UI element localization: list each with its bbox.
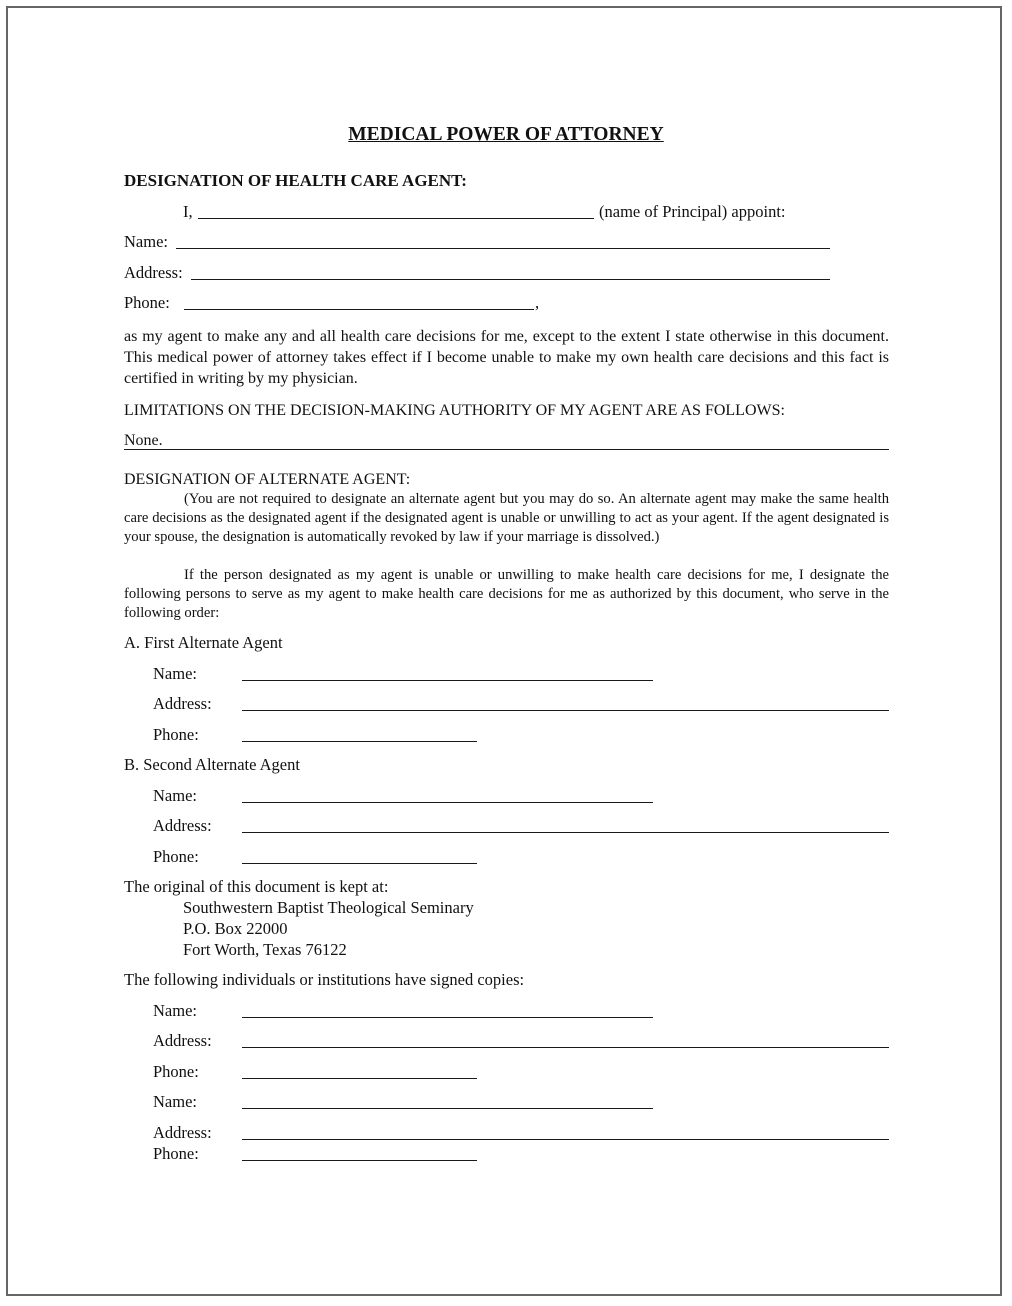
agent-phone-comma: , (535, 293, 540, 312)
copy1-name-field[interactable] (242, 1017, 653, 1018)
agent-address-field[interactable] (191, 279, 830, 280)
principal-name-field[interactable] (198, 218, 594, 219)
limitations-field[interactable] (124, 449, 889, 450)
copy1-phone-label: Phone: (153, 1062, 199, 1081)
agent-name-label: Name: (124, 232, 168, 251)
copy1-address-label: Address: (153, 1031, 212, 1050)
copy2-name-label: Name: (153, 1092, 197, 1111)
alternate-paragraph: If the person designated as my agent is unable or unwilling to make health care decisions for me, I designate the following persons to serve as my agent to make health care decisions for me as authorized by this document, who serve in the following order: (124, 567, 889, 621)
second-alternate-address-field[interactable] (242, 832, 889, 833)
limitations-heading: LIMITATIONS ON THE DECISION-MAKING AUTHORITY OF MY AGENT ARE AS FOLLOWS: (124, 402, 785, 419)
copy2-address-field[interactable] (242, 1139, 889, 1140)
copy1-address-field[interactable] (242, 1047, 889, 1048)
copy2-phone-field[interactable] (242, 1160, 477, 1161)
copy1-phone-field[interactable] (242, 1078, 477, 1079)
second-alternate-address-label: Address: (153, 816, 212, 835)
first-alternate-phone-label: Phone: (153, 725, 199, 744)
original-kept-line2: P.O. Box 22000 (183, 919, 288, 938)
alternate-note: (You are not required to designate an alternate agent but you may do so. An alternate agent may make the same health care decisions as the designated agent if the designated agent is unable or unwilling to act as your agent. If the agent designated is your spouse, the designation is automatically revoked by law if your marriage is dissolved.) (124, 491, 889, 545)
copy2-phone-label: Phone: (153, 1144, 199, 1163)
copy2-address-label: Address: (153, 1123, 212, 1142)
copy2-name-field[interactable] (242, 1108, 653, 1109)
designation-heading: DESIGNATION OF HEALTH CARE AGENT: (124, 171, 467, 190)
agent-address-label: Address: (124, 263, 183, 282)
copy1-name-label: Name: (153, 1001, 197, 1020)
first-alternate-address-label: Address: (153, 694, 212, 713)
first-alternate-address-field[interactable] (242, 710, 889, 711)
document-title: MEDICAL POWER OF ATTORNEY (348, 124, 664, 145)
second-alternate-heading: B. Second Alternate Agent (124, 755, 300, 774)
second-alternate-phone-field[interactable] (242, 863, 477, 864)
agent-phone-label: Phone: (124, 293, 170, 312)
first-alternate-phone-field[interactable] (242, 741, 477, 742)
original-kept-heading: The original of this document is kept at: (124, 877, 389, 896)
second-alternate-name-label: Name: (153, 786, 197, 805)
original-kept-line1: Southwestern Baptist Theological Seminary (183, 898, 474, 917)
original-kept-line3: Fort Worth, Texas 76122 (183, 940, 347, 959)
second-alternate-phone-label: Phone: (153, 847, 199, 866)
first-alternate-heading: A. First Alternate Agent (124, 633, 283, 652)
agent-paragraph: as my agent to make any and all health care decisions for me, except to the extent I state otherwise in this document. This medical power of attorney takes effect if I become unable to make my own health care decisions and this fact is certified in writing by my physician. (124, 328, 889, 387)
second-alternate-name-field[interactable] (242, 802, 653, 803)
limitations-value: None. (124, 432, 163, 449)
principal-prefix: I, (183, 202, 193, 221)
alternate-heading: DESIGNATION OF ALTERNATE AGENT: (124, 471, 411, 488)
first-alternate-name-field[interactable] (242, 680, 653, 681)
agent-name-field[interactable] (176, 248, 830, 249)
first-alternate-name-label: Name: (153, 664, 197, 683)
agent-phone-field[interactable] (184, 309, 534, 310)
principal-suffix: (name of Principal) appoint: (599, 202, 786, 221)
signed-copies-heading: The following individuals or institutions have signed copies: (124, 970, 525, 989)
